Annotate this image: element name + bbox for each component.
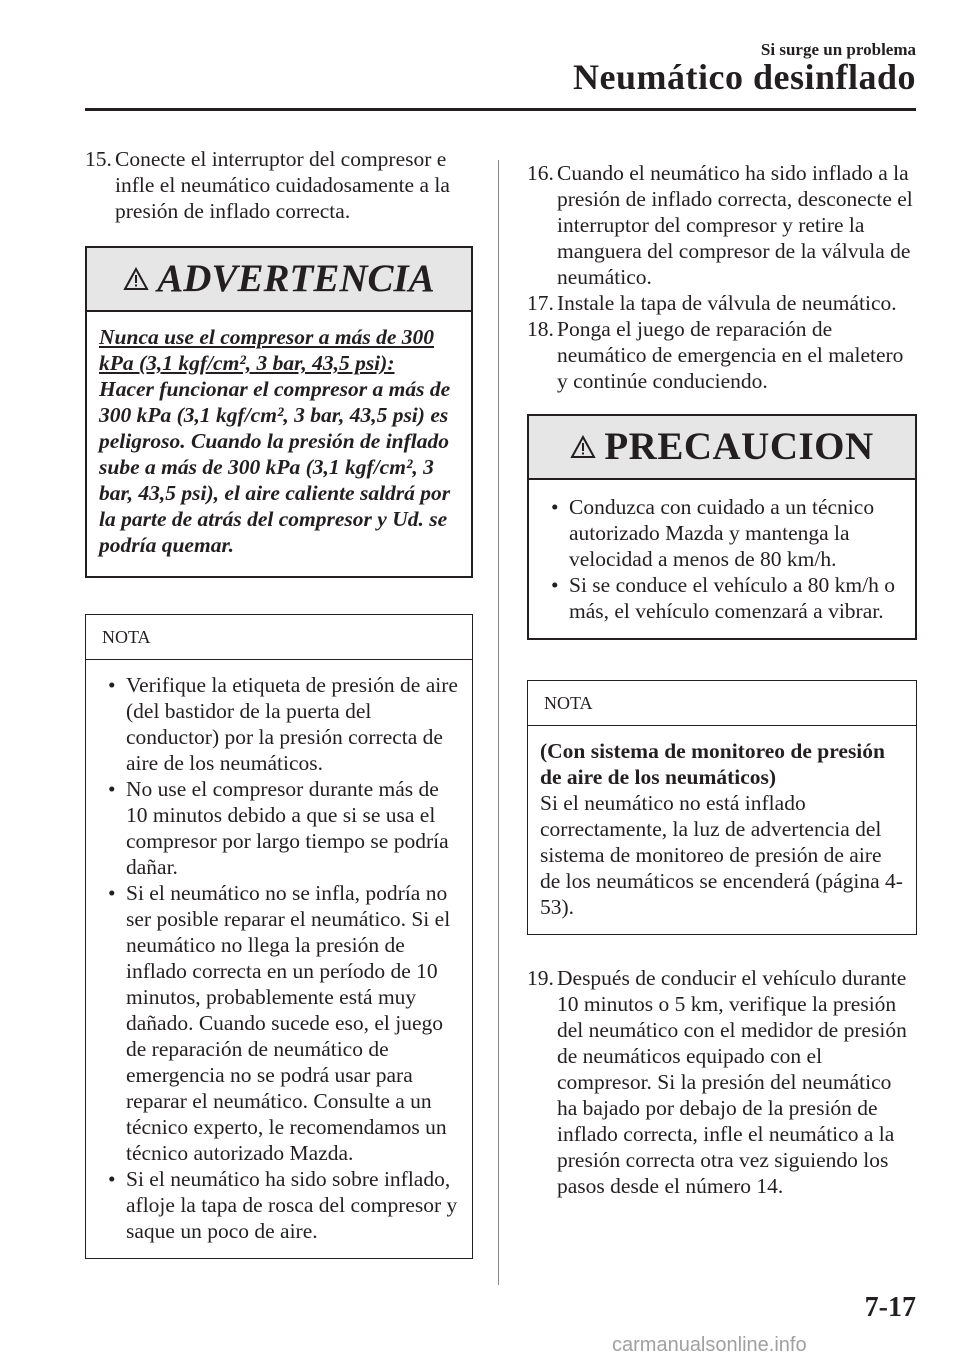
step-text: Cuando el neumático ha sido inflado a la presión de inflado correcta, desconecte el interruptor del compresor y retire la manguera del compresor de la válvula de neumático. [557,161,913,289]
warning-triangle-icon [570,435,596,459]
bullet-icon: • [108,881,116,905]
warning-title: ADVERTENCIA [157,257,435,300]
step-number: 16. [527,161,554,185]
step-number: 17. [527,291,554,315]
caution-title: PRECAUCION [604,425,874,468]
page-number: 7-17 [864,1292,916,1323]
page-title: Neumático desinflado [573,57,916,97]
note-item: • No use el compresor durante más de 10 minutos debido a que si se usa el compresor por largo tiempo se podría dañar. [108,777,449,879]
note-item: • Si el neumático no se infla, podría no ser posible reparar el neumático. Si el neumático no llega la presión de inflado correcta en un período de 10 minutos, probablemente está muy dañado. Cuando sucede eso, el juego de reparación de neumático de emergencia no se podrá usar para reparar el neumático. Consulte a un técnico experto, le recomendamos un técnico autorizado Mazda. [108,881,451,1165]
warning-triangle-icon [123,267,149,291]
bullet-icon: • [108,777,116,801]
warning-box [85,246,473,578]
note-text: Si el neumático no está inflado correctamente, la luz de advertencia del sistema de monitoreo de presión de aire de los neumáticos se encenderá (página 4-53). [540,791,903,919]
caution-item: • Conduzca con cuidado a un técnico autorizado Mazda y mantenga la velocidad a menos de 80 km/h. [551,495,875,571]
warning-header [87,248,471,312]
warning-lead: Nunca use el compresor a más de 300 kPa (3,1 kgf/cm², 3 bar, 43,5 psi): [99,325,435,375]
bullet-icon: • [551,495,559,519]
bullet-icon: • [108,673,116,697]
step-text: Conecte el interruptor del compresor e infle el neumático cuidadosamente a la presión de inflado correcta. [115,147,450,223]
step-text: Ponga el juego de reparación de neumático de emergencia en el maletero y continúe conduciendo. [557,317,904,393]
step-text: Instale la tapa de válvula de neumático. [557,291,897,315]
step-17 [527,290,917,316]
step-16 [527,160,917,290]
caution-header [529,416,915,480]
caution-item: • Si se conduce el vehículo a 80 km/h o más, el vehículo comenzará a vibrar. [551,573,896,623]
step-18 [527,316,917,394]
note-box [85,614,473,1259]
bullet-icon: • [551,573,559,597]
note-body [86,660,472,1258]
step-19 [527,965,917,1199]
note-body [528,726,916,934]
step-number: 19. [527,966,554,990]
note-header: NOTA [528,681,916,726]
caution-body [529,480,915,638]
note-item: • Verifique la etiqueta de presión de aire (del bastidor de la puerta del conductor) por la presión correcta de aire de los neumáticos. [108,673,458,775]
step-15 [85,146,473,224]
note-header: NOTA [86,615,472,660]
caution-box [527,414,917,640]
warning-text: Hacer funcionar el compresor a más de 300 kPa (3,1 kgf/cm², 3 bar, 43,5 psi) es peligroso. Cuando la presión de inflado sube a más de 300 kPa (3,1 kgf/cm², 3 bar, 43,5 psi), el aire caliente saldrá por la parte de atrás del compresor y Ud. se podría quemar. [99,377,451,557]
step-number: 15. [85,147,112,171]
note-box [527,680,917,935]
note-heading: (Con sistema de monitoreo de presión de aire de los neumáticos) [540,739,885,789]
step-number: 18. [527,317,554,341]
section-label: Si surge un problema [760,40,916,59]
step-text: Después de conducir el vehículo durante 10 minutos o 5 km, verifique la presión del neumático con el medidor de presión de neumáticos equipado con el compresor. Si la presión del neumático ha bajado por debajo de la presión de inflado correcta, infle el neumático a la presión correcta otra vez siguiendo los pasos desde el número 14. [557,966,907,1198]
left-column [85,146,473,1259]
header-divider [85,108,916,111]
column-divider [498,160,499,1285]
bullet-icon: • [108,1167,116,1191]
right-column [527,160,917,1199]
watermark: carmanualsonline.info [612,1334,807,1356]
note-item: • Si el neumático ha sido sobre inflado, afloje la tapa de rosca del compresor y saque un poco de aire. [108,1167,458,1243]
warning-body [87,312,471,576]
